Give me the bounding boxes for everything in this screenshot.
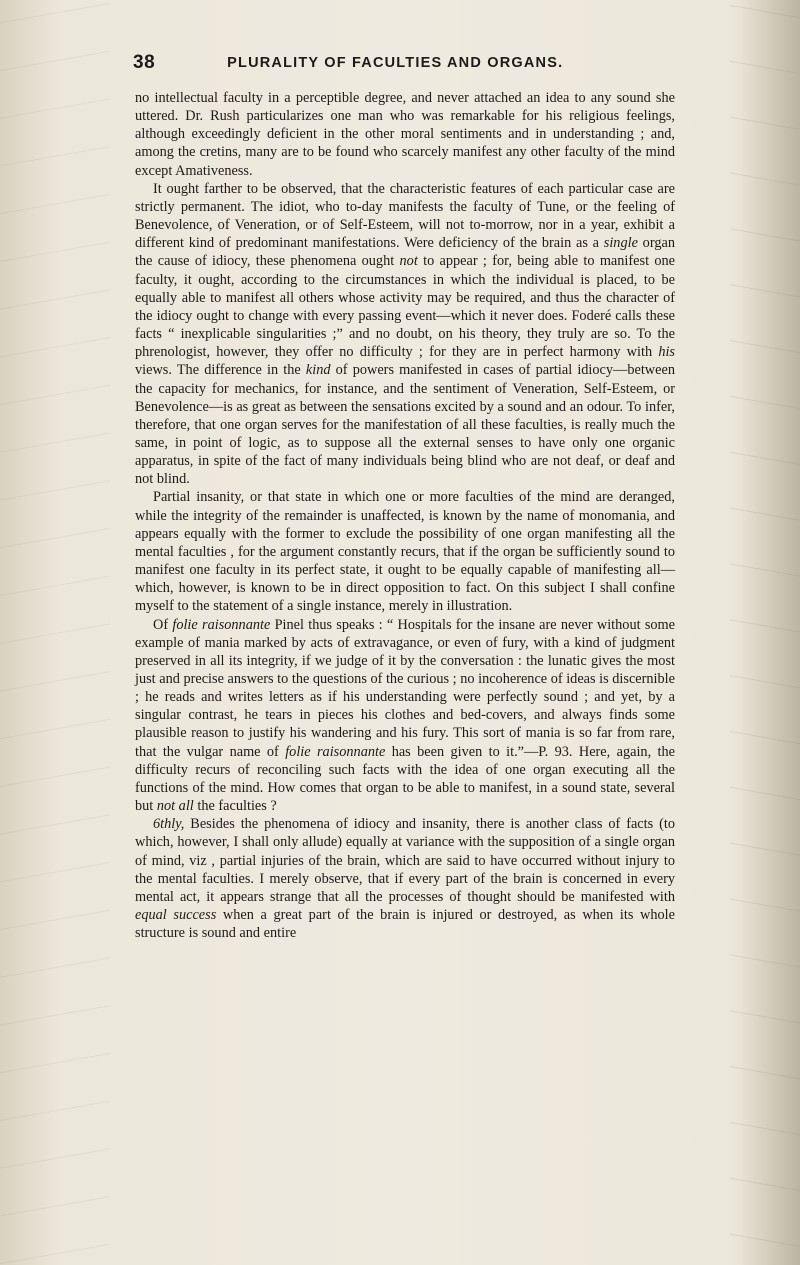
emphasis-folie-raisonnante-2: folie raisonnante: [285, 743, 386, 760]
emphasis-not: not: [399, 253, 418, 270]
paragraph-5-text-a: Besides the phenomena of idiocy and insanity, there is another class of facts (to which, however, I shall only allude) equally at variance with the supposition of a single organ of mind, viz , partial injuries of the brain, which are said to have occurred without injury to the mental faculties. I merely observe, that if every part of the brain is concerned in every mental act, it appears strange that all the processes of thought should be manifested with: [135, 816, 675, 905]
paragraph-2-text-d: views. The difference in the: [135, 362, 306, 379]
paragraph-4-of: Of: [153, 616, 173, 633]
page-number: 38: [133, 52, 156, 73]
paragraph-2: [135, 180, 675, 489]
emphasis-kind: kind: [305, 362, 331, 379]
emphasis-not-all: not all: [156, 798, 194, 815]
running-head: PLURALITY OF FACULTIES AND ORGANS.: [227, 55, 564, 71]
left-margin-bleed: [0, 0, 110, 1265]
paragraph-5: [135, 815, 675, 942]
paragraph-3-text: Partial insanity, or that state in which one or more faculties of the mind are deranged, while the integrity of the remainder is unaffected, is known by the name of monomania, and appears equally with the former to exclude the possibility of one organ manifesting all the mental faculties , for the argument constantly recurs, that if the organ be sufficiently sound to manifest one faculty in its perfect state, it ought to be equally capable of manifesting all—which, however, is known to be in direct opposition to fact. On this subject I shall confine myself to the statement of a single instance, merely in illustration.: [135, 489, 675, 615]
paragraph-5-text-b: when a great part of the brain is injured or destroyed, as when its whole structure is sound and entire: [135, 907, 676, 942]
emphasis-equal-success: equal success: [135, 907, 217, 924]
body-text: [135, 89, 675, 942]
emphasis-his: his: [658, 344, 675, 361]
paragraph-4-text-b: has been given to it.”—P. 93. Here, again, the difficulty recurs of reconciling such facts with the idea of one organ executing all the functions of the mind. How comes that organ to be able to manifest, in a sound state, several but: [135, 743, 675, 815]
paragraph-4-text-c: the faculties ?: [193, 798, 277, 815]
paragraph-2-text-e: of powers manifested in cases of partial idiocy—between the capacity for mechanics, for instance, and the sentiment of Veneration, Self-Esteem, or Benevolence—is as great as between the sensations excited by a sound and an odour. To infer, therefore, that one organ serves for the manifestation of all these faculties, is really much the same, in point of logic, as to suppose all the external senses to have only one organic apparatus, in spite of the fact of many individuals being blind who are not deaf, or deaf and not blind.: [135, 362, 675, 488]
right-margin-bleed: [730, 0, 800, 1265]
paragraph-3: [135, 488, 675, 615]
paragraph-2-text-b: organ the cause of idiocy, these phenomena ought: [135, 235, 675, 270]
paragraph-4: [135, 616, 675, 816]
paragraph-2-text-c: to appear ; for, being able to manifest one faculty, it ought, according to the circumstances in which the individual is placed, to be equally able to manifest all others whose activity may be required, and thus the character of the idiocy ought to change with every passing event—which it never does. Foderé calls these facts “ inexplicable singularities ;” and no doubt, on his theory, they truly are so. To the phrenologist, however, they offer no difficulty ; for they are in perfect harmony with: [135, 253, 675, 361]
paragraph-2-text-a: It ought farther to be observed, that the characteristic features of each particular case are strictly permanent. The idiot, who to-day manifests the faculty of Tune, or the feeling of Benevolence, of Veneration, or of Self-Esteem, will not to-morrow, nor in a year, exhibit a different kind of predominant manifestations. Were deficiency of the brain as a: [135, 180, 675, 252]
paragraph-1-text: no intellectual faculty in a perceptible degree, and never attached an idea to any sound she uttered. Dr. Rush particularizes one man who was remarkable for his religious feelings, although exceedingly deficient in the other moral sentiments and in understanding ; and, among the cretins, many are to be found who scarcely manifest any other faculty of the mind except Amativeness.: [135, 90, 675, 179]
paragraph-4-text-a: Pinel thus speaks : “ Hospitals for the insane are never without some example of mania marked by acts of extravagance, or even of fury, with a kind of judgment preserved in all its integrity, if we judge of it by the conversation : the lunatic gives the most just and precise answers to the questions of the curious ; no incoherence of ideas is discernible ; he reads and writes letters as if his understanding were perfectly sound ; and yet, by a singular contrast, he tears in pieces his clothes and bed-covers, and always finds some plausible reason to justify his wandering and his fury. This sort of mania is so far from rare, that the vulgar name of: [135, 616, 676, 760]
paragraph-1: [135, 89, 675, 180]
emphasis-folie-raisonnante-1: folie raisonnante: [172, 616, 271, 633]
page-header: [133, 50, 675, 76]
emphasis-sixthly: 6thly,: [153, 816, 185, 833]
emphasis-single: single: [603, 235, 638, 252]
